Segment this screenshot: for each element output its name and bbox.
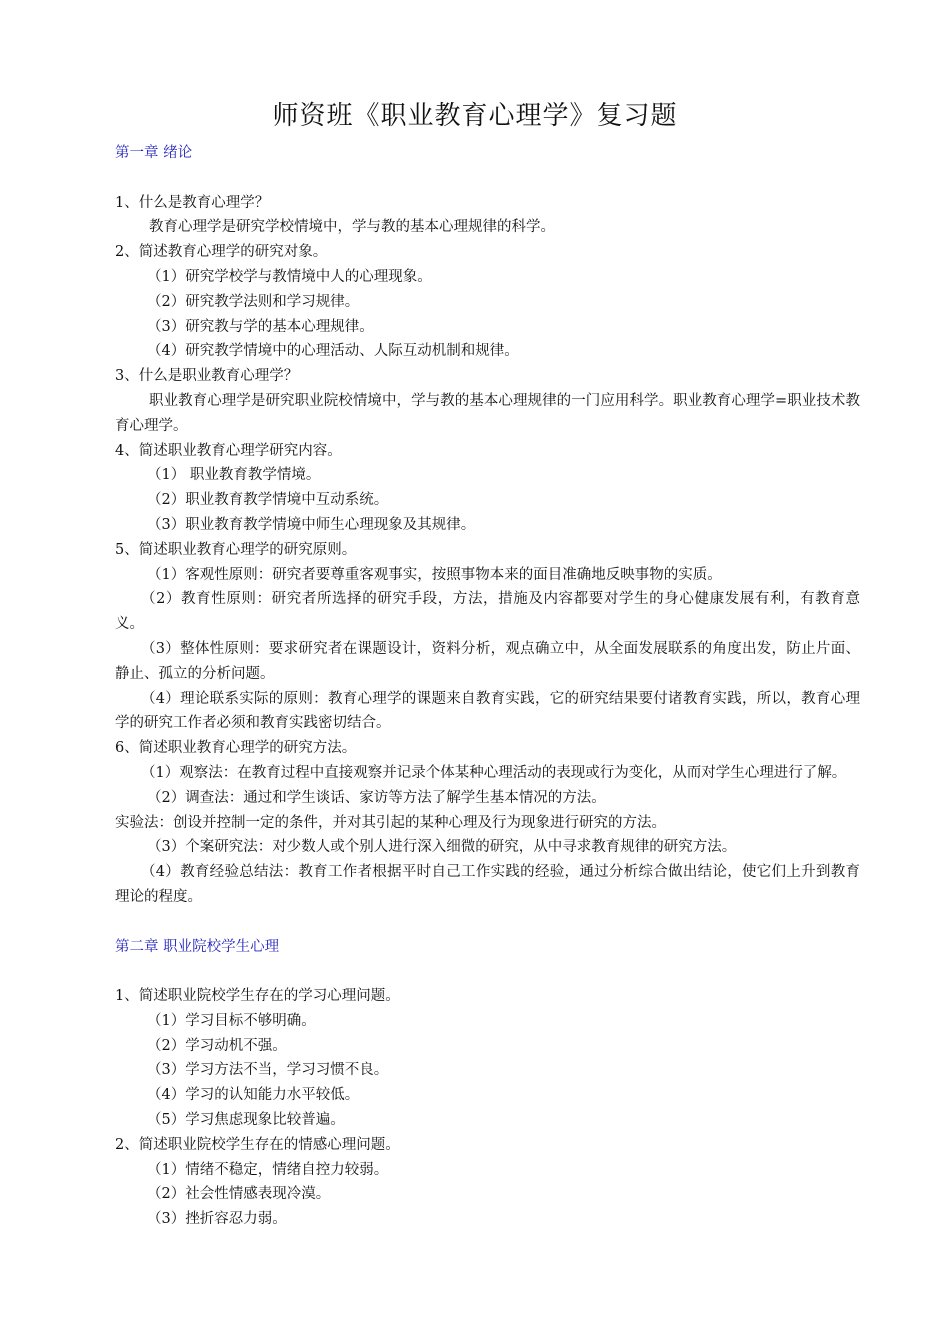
- answer-item: （3）学习方法不当，学习习惯不良。: [147, 1062, 389, 1079]
- question: 6、简述职业教育心理学的研究方法。: [115, 740, 357, 757]
- question: 2、简述教育心理学的研究对象。: [115, 244, 328, 261]
- answer-item: （2）调查法：通过和学生谈话、家访等方法了解学生基本情况的方法。: [147, 789, 606, 806]
- answer-item: （2）学习动机不强。: [147, 1037, 287, 1054]
- answer-item: （2）社会性情感表现冷漠。: [147, 1186, 331, 1203]
- document-body: [115, 141, 860, 1232]
- question: 2、简述职业院校学生存在的情感心理问题。: [115, 1136, 400, 1153]
- answer-item: （4）学习的认知能力水平较低。: [147, 1087, 360, 1104]
- answer-item: 实验法：创设并控制一定的条件，并对其引起的某种心理及行为现象进行研究的方法。: [115, 814, 666, 831]
- answer-item: （3）挫折容忍力弱。: [147, 1211, 287, 1228]
- answer-item: （1）情绪不稳定，情绪自控力较弱。: [147, 1161, 389, 1178]
- answer-item: （4）教育经验总结法：教育工作者根据平时自己工作实践的经验，通过分析综合做出结论，使它们上升到教育理论的程度。: [115, 864, 860, 905]
- answer-item: （1）观察法：在教育过程中直接观察并记录个体某种心理活动的表现或行为变化，从而对学生心理进行了解。: [141, 764, 847, 781]
- document-title: 师资班《职业教育心理学》复习题: [272, 101, 678, 131]
- answer-item: （1）学习目标不够明确。: [147, 1012, 316, 1029]
- answer-item: （4）研究教学情境中的心理活动、人际互动机制和规律。: [147, 343, 519, 360]
- answer-item: （3）整体性原则：要求研究者在课题设计，资料分析，观点确立中，从全面发展联系的角度出发，防止片面、静止、孤立的分析问题。: [115, 640, 860, 682]
- question: 4、简述职业教育心理学研究内容。: [115, 442, 342, 459]
- chapter-heading: 第一章 绪论: [115, 145, 193, 161]
- question: 3、什么是职业教育心理学？: [115, 368, 299, 385]
- answer-item: （5）学习焦虑现象比较普遍。: [147, 1112, 345, 1129]
- answer-item: （2）职业教育教学情境中互动系统。: [147, 492, 389, 509]
- answer-item: （3）职业教育教学情境中师生心理现象及其规律。: [147, 516, 476, 533]
- answer-item: （3）研究教与学的基本心理规律。: [147, 318, 374, 335]
- answer-item: （2）研究教学法则和学习规律。: [147, 293, 360, 310]
- answer: 职业教育心理学是研究职业院校情境中，学与教的基本心理规律的一门应用科学。职业教育心理学=职业技术教育心理学。: [115, 392, 860, 434]
- answer-item: （3）个案研究法：对少数人或个别人进行深入细微的研究，从中寻求教育规律的研究方法。: [147, 839, 737, 856]
- question: 1、简述职业院校学生存在的学习心理问题。: [115, 988, 400, 1005]
- answer: 教育心理学是研究学校情境中，学与教的基本心理规律的科学。: [149, 219, 555, 236]
- chapter-heading: 第二章 职业院校学生心理: [115, 938, 280, 955]
- answer-item: （1） 职业教育教学情境。: [147, 467, 321, 484]
- answer-item: （1）客观性原则：研究者要尊重客观事实，按照事物本来的面目准确地反映事物的实质。: [147, 566, 722, 583]
- answer-item: （2）教育性原则：研究者所选择的研究手段，方法，措施及内容都要对学生的身心健康发展有利，有教育意义。: [115, 591, 860, 633]
- question: 1、什么是教育心理学？: [115, 194, 270, 211]
- answer-item: （1）研究学校学与教情境中人的心理现象。: [147, 268, 432, 285]
- answer-item: （4）理论联系实际的原则：教育心理学的课题来自教育实践，它的研究结果要付诸教育实践，所以，教育心理学的研究工作者必须和教育实践密切结合。: [115, 690, 860, 732]
- question: 5、简述职业教育心理学的研究原则。: [115, 541, 357, 558]
